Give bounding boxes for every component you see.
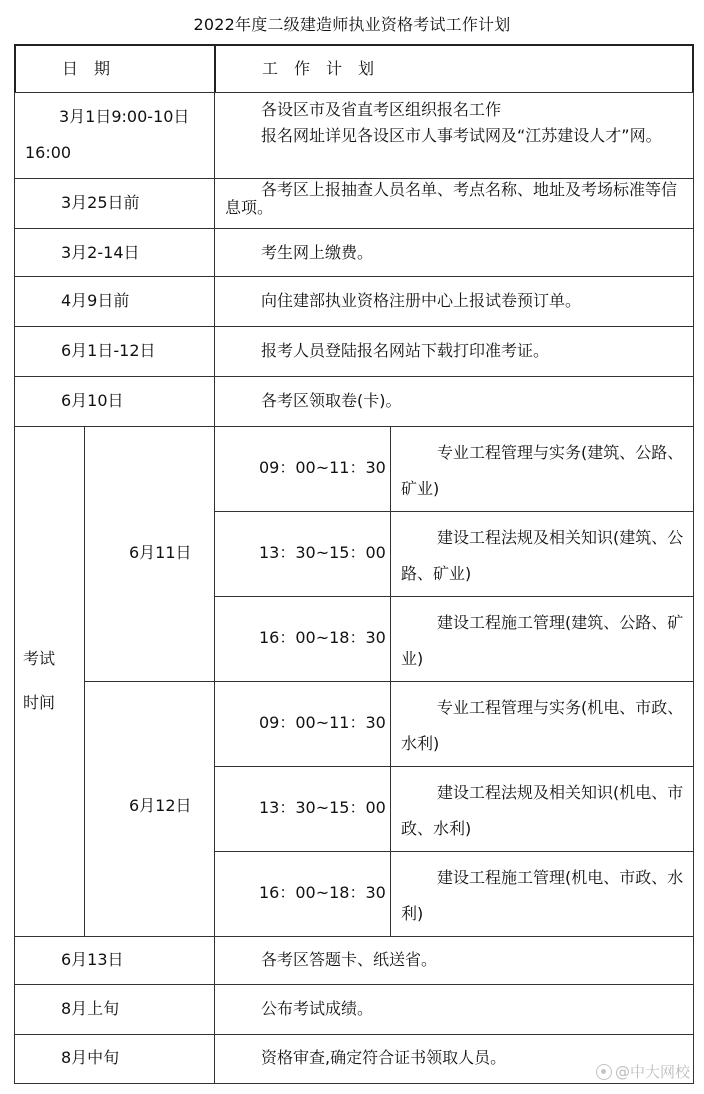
exam-subject: 专业工程管理与实务(机电、市政、水利): [401, 698, 684, 753]
row-date-cell: [14, 936, 216, 986]
exam-subject: 建设工程施工管理(建筑、公路、矿业): [401, 613, 684, 668]
row-plan: 报考人员登陆报名网站下载打印准考证。: [261, 341, 550, 360]
exam-subject-cell: [390, 426, 694, 513]
exam-time-cell: [214, 426, 392, 513]
exam-time-cell: [214, 851, 392, 938]
exam-time: 09：00~11：30: [259, 458, 386, 477]
exam-day-date: 6月11日: [129, 543, 192, 562]
exam-subject: 建设工程施工管理(机电、市政、水利): [401, 868, 684, 923]
row-plan-cell: [214, 936, 694, 986]
row-plan-cell: [214, 92, 694, 180]
row-date-cell: [14, 1034, 216, 1084]
watermark-text: @中大网校: [614, 1063, 690, 1081]
row-date: 8月上旬: [61, 999, 120, 1018]
exam-day-cell: [84, 681, 216, 938]
row-plan-cell: [214, 178, 694, 230]
exam-subject-cell: [390, 511, 694, 598]
exam-subject-cell: [390, 851, 694, 938]
exam-time: 16：00~18：30: [259, 628, 386, 647]
row-date-cell: [14, 326, 216, 378]
header-date-cell: [14, 44, 216, 94]
row-plan: 各考区领取卷(卡)。: [261, 391, 402, 410]
row-plan-cell: [214, 376, 694, 428]
row-plan-cell: [214, 228, 694, 278]
row-plan: 向住建部执业资格注册中心上报试卷预订单。: [261, 291, 582, 310]
row-plan-line2: 报名网址详见各设区市人事考试网及“江苏建设人才”网。: [261, 126, 662, 145]
row-date-cell: [14, 178, 216, 230]
row-date: 3月25日前: [61, 193, 140, 212]
exam-time: 13：30~15：00: [259, 543, 386, 562]
exam-subject: 专业工程管理与实务(建筑、公路、矿业): [401, 443, 684, 498]
row-date-cell: [14, 276, 216, 328]
row-plan-cell: [214, 276, 694, 328]
exam-day-date: 6月12日: [129, 796, 192, 815]
exam-time: 09：00~11：30: [259, 713, 386, 732]
row-date-cell: [14, 376, 216, 428]
exam-label-cell: [14, 426, 86, 938]
row-plan: 资格审查,确定符合证书领取人员。: [261, 1048, 507, 1067]
row-plan-line1: 各设区市及省直考区组织报名工作: [261, 100, 502, 119]
exam-day-cell: [84, 426, 216, 683]
row-plan: 考生网上缴费。: [261, 243, 374, 262]
exam-time: 13：30~15：00: [259, 798, 386, 817]
watermark-logo-icon: [596, 1064, 612, 1080]
exam-subject-cell: [390, 681, 694, 768]
exam-subject: 建设工程法规及相关知识(建筑、公路、矿业): [401, 528, 684, 583]
row-date: 6月1日-12日: [61, 341, 156, 360]
exam-time-cell: [214, 681, 392, 768]
exam-time-cell: [214, 766, 392, 853]
row-date: 6月10日: [61, 391, 124, 410]
page-title: 2022年度二级建造师执业资格考试工作计划: [193, 15, 511, 34]
header-date: 日 期: [62, 59, 111, 78]
exam-subject-cell: [390, 596, 694, 683]
row-date: 3月1日9:00-10日16:00: [25, 107, 190, 162]
exam-time-cell: [214, 596, 392, 683]
row-plan-cell: [214, 326, 694, 378]
row-plan: 各考区上报抽查人员名单、考点名称、地址及考场标准等信息项。: [225, 180, 678, 217]
exam-label: 考试时间: [23, 649, 56, 712]
watermark: [596, 1061, 690, 1082]
row-plan: 各考区答题卡、纸送省。: [261, 950, 438, 969]
row-plan: 公布考试成绩。: [261, 999, 374, 1018]
row-date-cell: [14, 228, 216, 278]
row-plan-cell: [214, 984, 694, 1036]
row-date: 4月9日前: [61, 291, 130, 310]
row-date: 3月2-14日: [61, 243, 140, 262]
exam-time-cell: [214, 511, 392, 598]
row-date-cell: [14, 92, 216, 180]
row-date: 6月13日: [61, 950, 124, 969]
exam-subject: 建设工程法规及相关知识(机电、市政、水利): [401, 783, 684, 838]
row-date: 8月中旬: [61, 1048, 120, 1067]
exam-subject-cell: [390, 766, 694, 853]
row-date-cell: [14, 984, 216, 1036]
header-plan: 工 作 计 划: [262, 59, 375, 78]
exam-time: 16：00~18：30: [259, 883, 386, 902]
header-plan-cell: [214, 44, 694, 94]
